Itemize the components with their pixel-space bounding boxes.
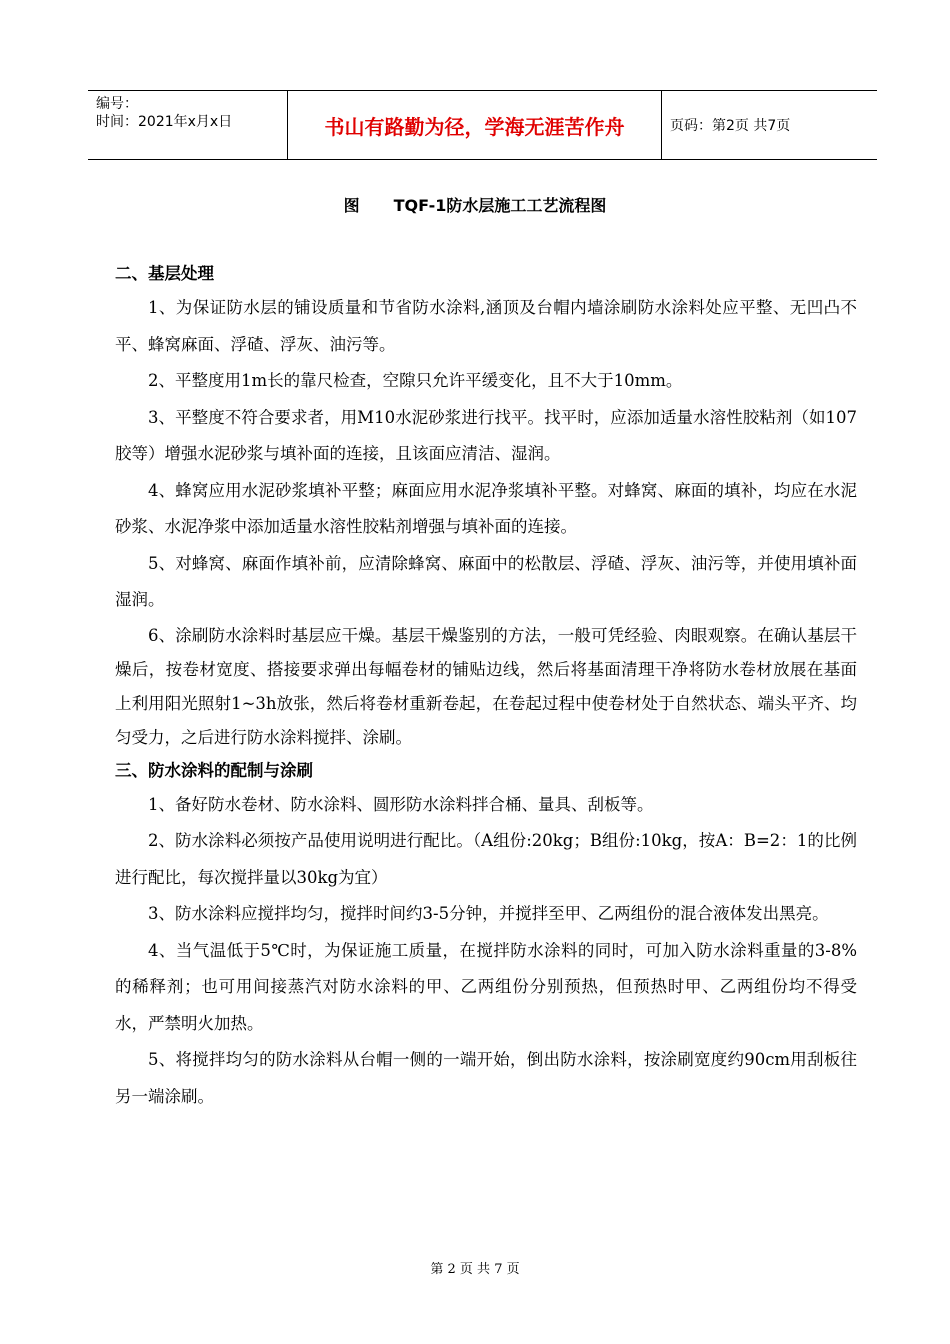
header-page-info: 页码：第2页 共7页 bbox=[670, 118, 791, 134]
paragraph: 1、为保证防水层的铺设质量和节省防水涂料,涵顶及台帽内墙涂刷防水涂料处应平整、无凹凸不平、蜂窝麻面、浮碴、浮灰、油污等。 bbox=[115, 298, 857, 354]
paragraph: 2、防水涂料必须按产品使用说明进行配比。（A组份:20kg；B组份:10kg，按A：B=2：1的比例进行配比，每次搅拌量以30kg为宜） bbox=[115, 831, 857, 887]
paragraph: 1、备好防水卷材、防水涂料、圆形防水涂料拌合桶、量具、刮板等。 bbox=[148, 794, 654, 814]
paragraph: 4、当气温低于5℃时，为保证施工质量，在搅拌防水涂料的同时，可加入防水涂料重量的3-8% 的稀释剂；也可用间接蒸汽对防水涂料的甲、乙两组份分别预热，但预热时甲、乙两组份均不得受水，严禁明火加热。 bbox=[115, 940, 857, 1033]
paragraph: 5、将搅拌均匀的防水涂料从台帽一侧的一端开始，倒出防水涂料，按涂刷宽度约90cm用刮板往另一端涂刷。 bbox=[115, 1050, 857, 1106]
figure-title-text: TQF-1防水层施工工艺流程图 bbox=[393, 196, 607, 215]
paragraph: 4、蜂窝应用水泥砂浆填补平整；麻面应用水泥净浆填补平整。对蜂窝、麻面的填补，均应在水泥砂浆、水泥净浆中添加适量水溶性胶粘剂增强与填补面的连接。 bbox=[115, 480, 857, 536]
figure-title bbox=[0, 193, 950, 216]
paragraph: 5、对蜂窝、麻面作填补前，应清除蜂窝、麻面中的松散层、浮碴、浮灰、油污等，并使用填补面湿润。 bbox=[115, 553, 857, 609]
paragraph: 3、平整度不符合要求者，用M10水泥砂浆进行找平。找平时，应添加适量水溶性胶粘剂（如107胶等）增强水泥砂浆与填补面的连接，且该面应清洁、湿润。 bbox=[115, 407, 857, 463]
time-label: 时间：2021年x月x日 bbox=[96, 114, 233, 130]
paragraph: 3、防水涂料应搅拌均匀，搅拌时间约3-5分钟，并搅拌至甲、乙两组份的混合液体发出黑亮。 bbox=[148, 904, 829, 923]
header-meta bbox=[88, 91, 288, 159]
number-label: 编号： bbox=[96, 96, 138, 112]
header-motto: 书山有路勤为径，学海无涯苦作舟 bbox=[288, 91, 662, 159]
document-body bbox=[115, 258, 857, 1115]
section-heading-2: 二、基层处理 bbox=[115, 264, 214, 283]
section-heading-3: 三、防水涂料的配制与涂刷 bbox=[115, 760, 313, 780]
figure-prefix: 图 bbox=[343, 196, 360, 215]
paragraph: 6、涂刷防水涂料时基层应干燥。基层干燥鉴别的方法，一般可凭经验、肉眼观察。在确认基层干燥后，按卷材宽度、搭接要求弹出每幅卷材的铺贴边线，然后将基面清理干净将防水卷材放展在基面上利用阳光照射1~3h放张，然后将卷材重新卷起，在卷起过程中使卷材处于自然状态、端头平齐、均匀受力，之后进行防水涂料搅拌、涂刷。 bbox=[115, 625, 857, 747]
document-header bbox=[88, 90, 877, 160]
paragraph: 2、平整度用1m长的靠尺检查，空隙只允许平缓变化，且不大于10mm。 bbox=[148, 371, 683, 390]
page-footer: 第 2 页 共 7 页 bbox=[430, 1262, 520, 1277]
